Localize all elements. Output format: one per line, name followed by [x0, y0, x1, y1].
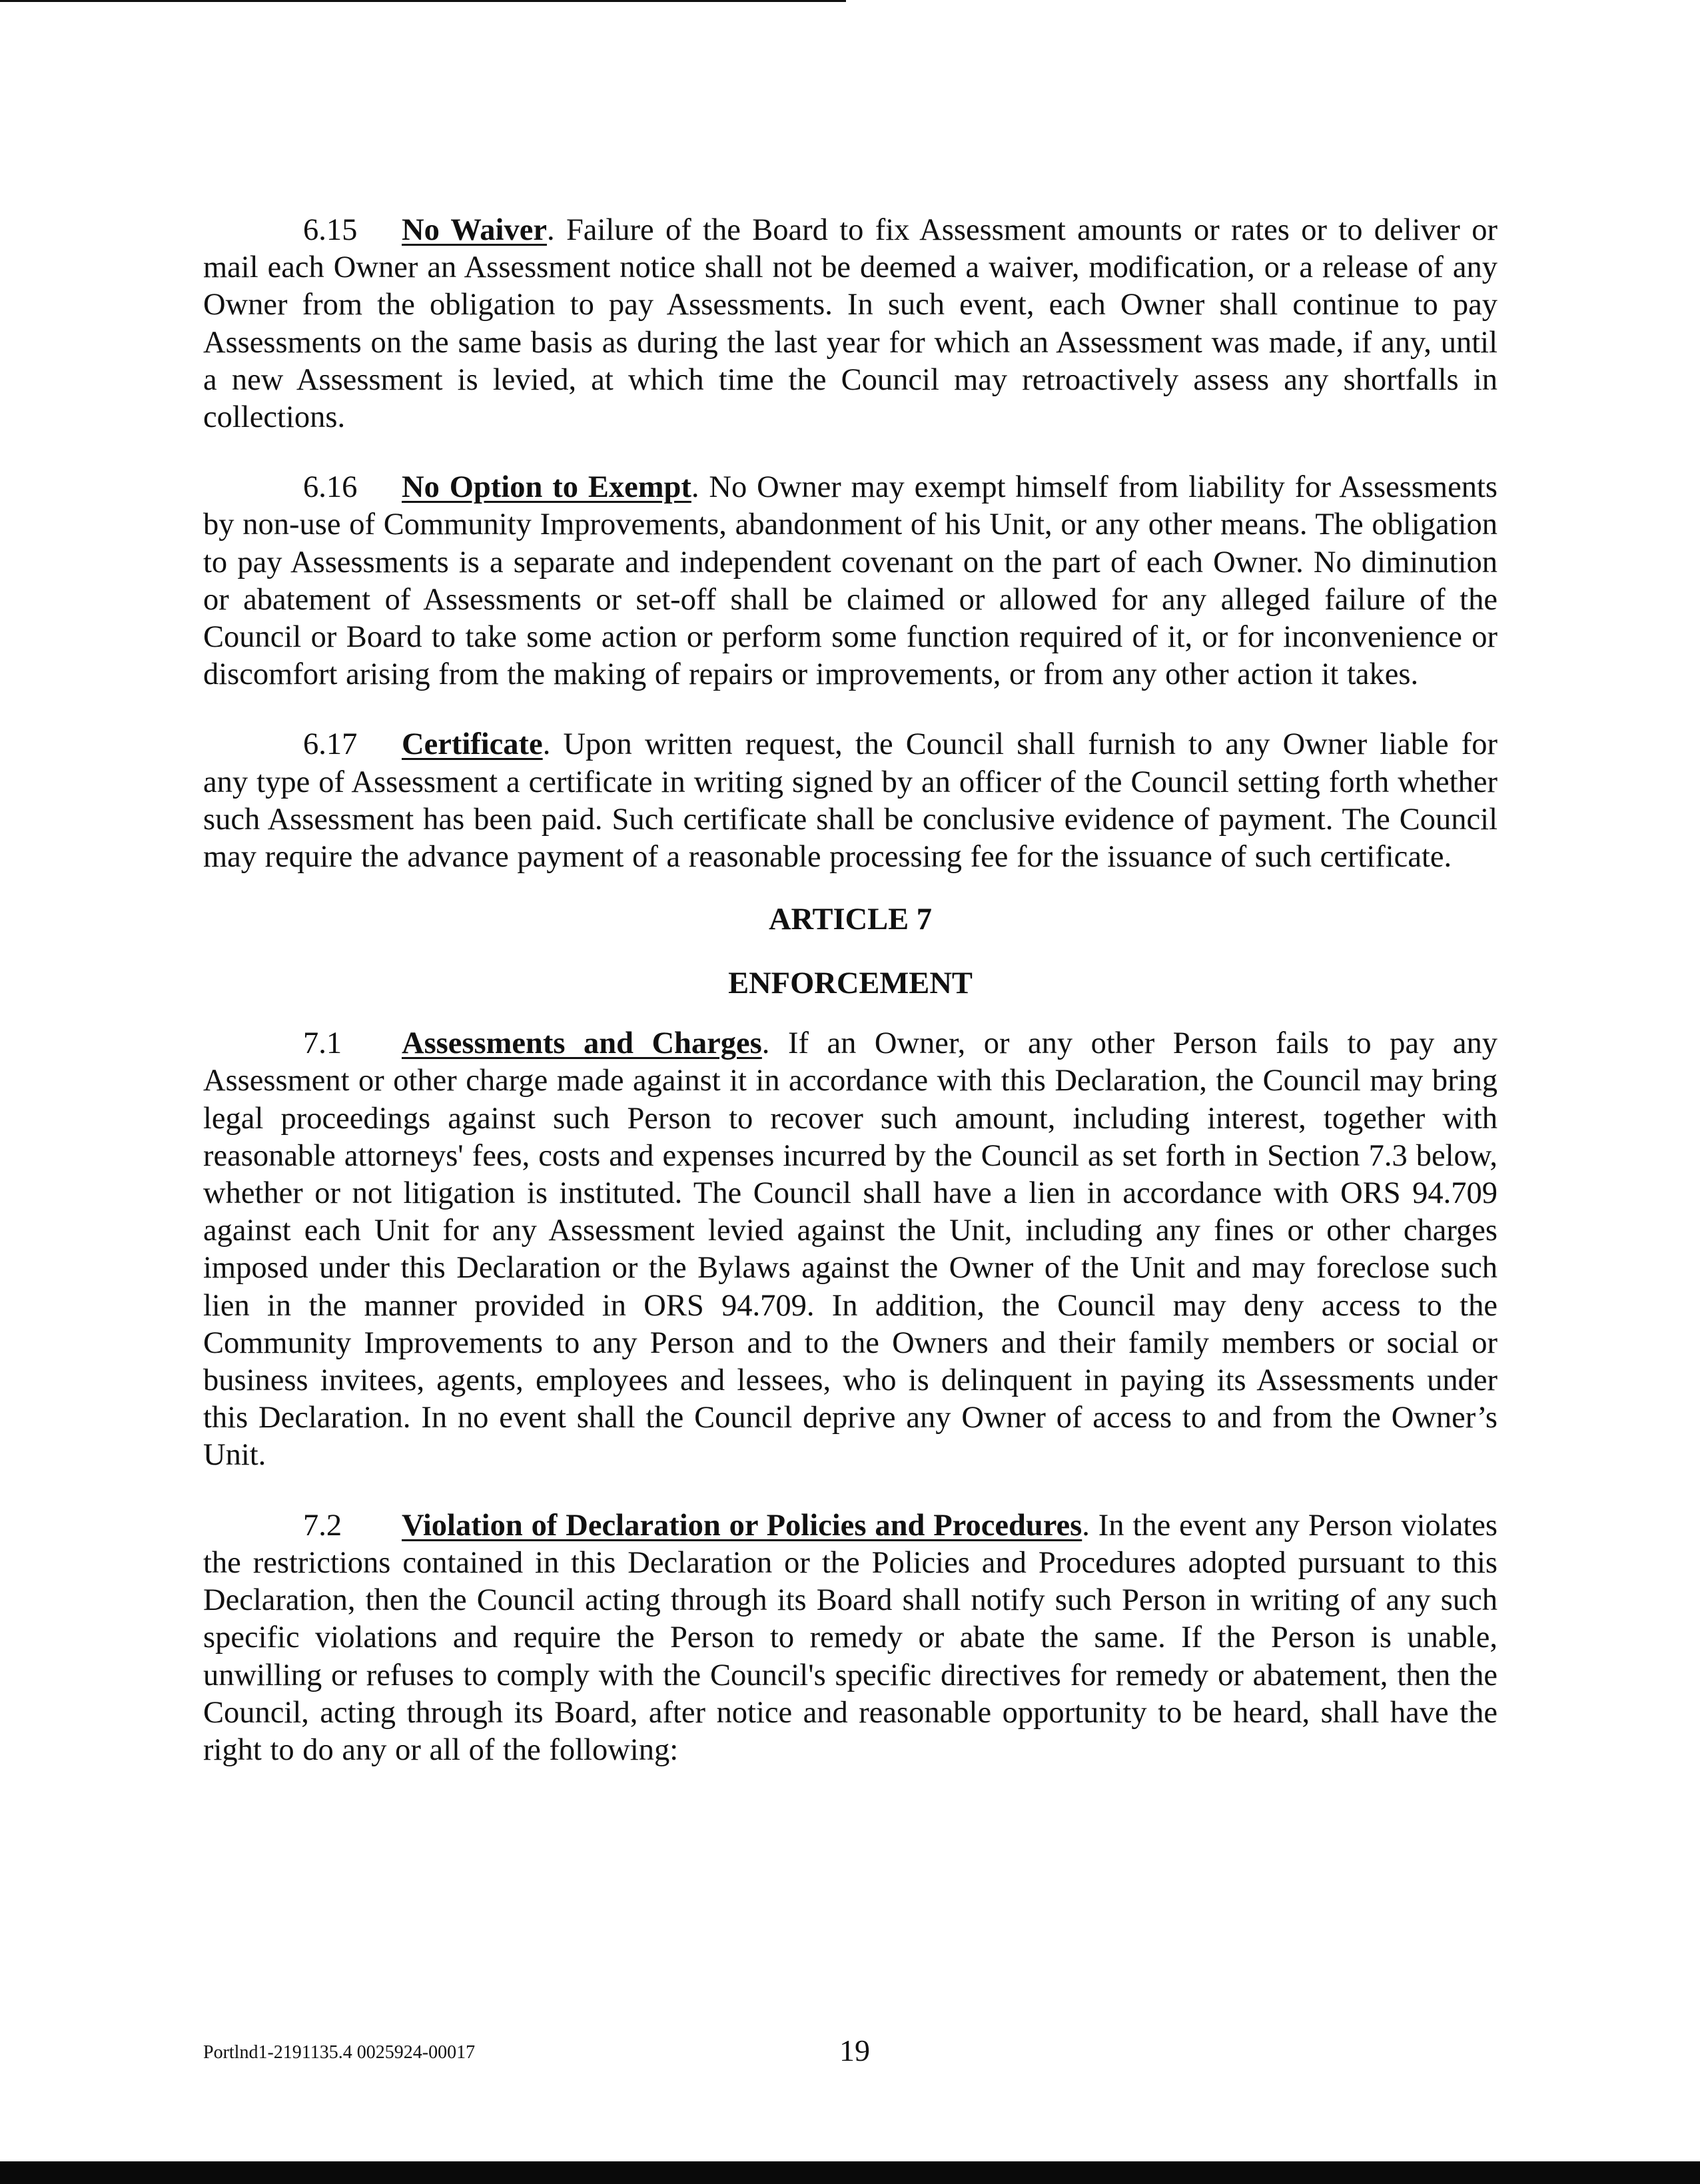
section-number: 6.17 [303, 727, 358, 762]
top-scan-edge [0, 0, 846, 2]
section-7-1 [203, 1025, 1497, 1474]
section-body: . In the event any Person violates the restrictions contained in this Declaration or the Policies and Procedures adopted pursuant to this Declaration, then the Council acting through its Board shall notify such Person in writing of any such specific violations and require the Person to remedy or abate the same. If the Person is unable, unwilling or refuses to comply with the Council's specific directives for remedy or abatement, then the Council, acting through its Board, after notice and reasonable opportunity to be heard, shall have the right to do any or all of the following: [203, 1508, 1498, 1767]
section-heading: Assessments and Charges [402, 1026, 762, 1061]
section-6-15 [203, 212, 1497, 436]
section-heading: Violation of Declaration or Policies and Procedures [402, 1508, 1082, 1543]
section-body: . No Owner may exempt himself from liability for Assessments by non-use of Community Improvements, abandonment of his Unit, or any other means. The obligation to pay Assessments is a separate and independent covenant on the part of each Owner. No diminution or abatement of Assessments or set-off shall be claimed or allowed for any alleged failure of the Council or Board to take some action or perform some function required of it, or for inconvenience or discomfort arising from the making of repairs or improvements, or from any other action it takes. [203, 470, 1497, 692]
section-7-2 [203, 1507, 1497, 1769]
section-number: 7.1 [303, 1026, 342, 1061]
document-id: Portlnd1-2191135.4 0025924-00017 [203, 2042, 476, 2063]
section-heading: Certificate [402, 727, 543, 762]
section-6-17 [203, 726, 1497, 876]
page-number: 19 [839, 2033, 870, 2067]
section-6-16 [203, 469, 1497, 693]
section-heading: No Option to Exempt [402, 470, 691, 505]
section-number: 6.16 [303, 470, 358, 505]
section-body: . Failure of the Board to fix Assessment amounts or rates or to deliver or mail each Owner an Assessment notice shall not be deemed a waiver, modification, or a release of any Owner from the obligation to pay Assessments. In such event, each Owner shall continue to pay Assessments on the same basis as during the last year for which an Assessment was made, if any, until a new Assessment is levied, at which time the Council may retroactively assess any shortfalls in collections. [203, 213, 1497, 435]
section-heading: No Waiver [402, 213, 547, 247]
section-number: 7.2 [303, 1508, 342, 1543]
article-title: ENFORCEMENT [728, 966, 973, 1001]
document-page [203, 212, 1497, 1802]
section-number: 6.15 [303, 213, 358, 247]
section-body: . Upon written request, the Council shall furnish to any Owner liable for any type of Assessment a certificate in writing signed by an officer of the Council setting forth whether such Assessment has been paid. Such certificate shall be conclusive evidence of payment. The Council may require the advance payment of a reasonable processing fee for the issuance of such certificate. [203, 727, 1497, 875]
article-number: ARTICLE 7 [768, 903, 933, 937]
bottom-scan-edge [0, 2161, 1700, 2184]
section-body: . If an Owner, or any other Person fails to pay any Assessment or other charge made against it in accordance with this Declaration, the Council may bring legal proceedings against such Person to recover such amount, including interest, together with reasonable attorneys' fees, costs and expenses incurred by the Council as set forth in Section 7.3 below, whether or not litigation is instituted. The Council shall have a lien in accordance with ORS 94.709 against each Unit for any Assessment levied against the Unit, including any fines or other charges imposed under this Declaration or the Bylaws against the Owner of the Unit and may foreclose such lien in the manner provided in ORS 94.709. In addition, the Council may deny access to the Community Improvements to any Person and to the Owners and their family members or social or business invitees, agents, employees and lessees, who is delinquent in paying its Assessments under this Declaration. In no event shall the Council deprive any Owner of access to and from the Owner’s Unit. [203, 1026, 1497, 1473]
